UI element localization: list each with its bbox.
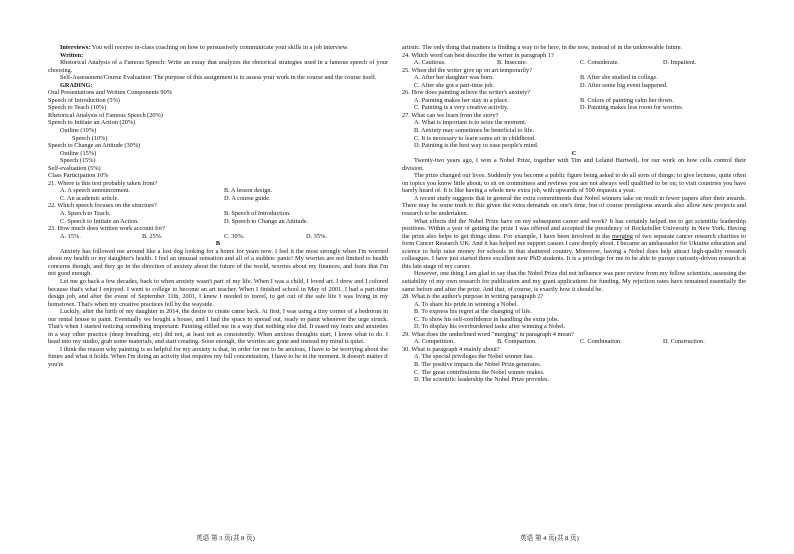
q30-option-a: A. The special privileges the Nobel winner has. <box>413 353 534 361</box>
q24-option-b: B. Insecure. <box>496 59 528 67</box>
q23-option-d: D. 35%. <box>305 232 327 240</box>
rhetorical-para: Rhetorical Analysis of a Famous Speech: Write an essay that analyzes the rhetorical strategies used in a famous speech of your choosing. <box>48 59 388 74</box>
q22-options-row-1 <box>48 210 388 218</box>
grading-item: Speech of Introduction (5%) <box>48 96 120 104</box>
q24-option-d: D. Impatient. <box>662 59 697 67</box>
passage-b-para-2: Let me go back a few decades, back to when anxiety wasn't part of my life. When I was a child, I loved art. I drew and I colored because that's what I enjoyed. I went to college to become an art teacher. When I finished school in May of 2001, I had a part-time design job, and after the event of September 11th, 2001, I knew I needed to travel, to get out of the safe life I was living in my hometown. That's when my creative practices fell by the wayside. <box>48 277 388 308</box>
q22-option-d: D. Speech to Change an Attitude. <box>223 217 309 225</box>
left-page <box>48 44 388 369</box>
question-29: 29. What does the underlined word "merging" in paragraph 4 mean? <box>402 330 574 338</box>
passage-c-para-4: What effects did the Nobel Prize have on my subsequent career and work? It has certainly helped me to get scientific leadership positions. Within a year of getting the prize I was offered and accepted the presidency of Rockefeller University in New York. Having the prize also helps to get things done. For example, I have been involved in the merging of two separate cancer research charities to form Cancer Research UK. And it has helped me support causes I care deeply about. I became an ambassador for Ukraine education and science to help raise money for schools in that shattered country. Moreover, having a Nobel does help attract high-quality research colleagues. I have just started three excellent new PhD students. It is a privilege for me to be able to pursue curiosity-driven research at this late stage of my career. <box>402 217 746 270</box>
q21-option-c: C. An academic article. <box>59 194 119 202</box>
question-26: 26. How does painting relieve the writer's anxiety? <box>402 89 531 97</box>
q24-options-row <box>402 59 746 67</box>
q22-options-row-2 <box>48 218 388 226</box>
q29-option-c: C. Combination. <box>579 338 622 346</box>
section-b-heading: B <box>215 240 221 248</box>
q26-option-d: D. Painting makes less room for worries. <box>579 104 684 112</box>
q25-options-row-1 <box>402 74 746 82</box>
grading-item: Self-evaluation (5%) <box>48 164 101 172</box>
grading-item: Oral Presentations and Written Components 90% <box>48 89 172 97</box>
passage-b-para-1: Anxiety has followed me around like a lost dog looking for a home for years now. I feel it the most strongly when I'm worried about my health or my daughter's health. I feel an unusual sensation and all of a sudden: panic! My worries are not limited to health concerns though, and they go in the direction of anxiety about the future of the world, worries about my finances, and fears that I'm not good enough. <box>48 247 388 278</box>
passage-c-para-1: Twenty-two years ago, I won a Nobel Prize, together with Tim and Leland Hartwell, for our work on how cells control their division. <box>402 157 746 172</box>
q27-option-c: C. It is necessary to learn some art in childhood. <box>413 134 536 142</box>
q28-option-b: B. To express his regret at the changing of life. <box>413 308 532 316</box>
interviews-para: Interviews: You will receive in-class coaching on how to persuasively communicate your skills in a job interview. <box>59 44 349 51</box>
grading-item: Outline (15%) <box>59 149 97 157</box>
q23-option-b: B. 25%. <box>141 232 163 240</box>
question-27: 27. What can we learn from the story? <box>402 111 499 119</box>
grading-item: Rhetorical Analysis of Famous Speech (20%) <box>48 111 163 119</box>
q25-option-d: D. After some big event happened. <box>579 81 668 89</box>
question-25: 25. When did the writer give up on art temporarily? <box>402 66 532 74</box>
grading-item: Class Participation 10% <box>48 172 109 180</box>
q22-option-c: C. Speech to Initiate an Action. <box>59 217 139 225</box>
q25-option-b: B. After she studied in college. <box>579 74 658 82</box>
passage-c-para-3: A recent study suggests that in general the extra commitments that Nobel winners take on result in fewer papers after their awards. There may be some truth to this given the extra demands on one's time, but of course prestigious awards also allow new projects and research to be undertaken. <box>402 194 746 218</box>
question-21: 21. Where is this text probably taken from? <box>48 179 158 187</box>
q24-option-c: C. Considerate. <box>579 59 619 67</box>
q30-option-c: C. The great contributions the Nobel winner makes. <box>413 368 545 376</box>
q29-option-b: B. Comparison. <box>496 338 537 346</box>
q22-option-b: B. Speech of Introduction. <box>223 210 291 218</box>
q27-option-a: A. What is important is to seize the moment. <box>413 119 527 127</box>
question-23: 23. How much does written work account for? <box>48 225 166 233</box>
underlined-word-merging: merging <box>612 232 633 240</box>
q21-option-b: B. A lesson design. <box>223 187 273 195</box>
q25-options-row-2 <box>402 82 746 90</box>
q29-option-a: A. Competition. <box>413 338 455 346</box>
passage-b-para-3: Luckily, after the birth of my daughter in 2014, the desire to create came back. At first, I was using a tiny corner of a bedroom in our rental house to paint. Eventually we bought a house, and I had the space to spread out, ready to paint whenever the urge struck. That's when I started noticing something important: Painting stilled me in a way that nothing else did. It eased my fears and anxieties in a way other practice (deep breathing, etc) did not, at least not as consistently. When anxious thoughts start, I know what to do. I head into my studio, grab some materials, and start creating. Soon enough, the worries are gone and instead my mind is quiet. <box>48 308 388 346</box>
q28-option-a: A. To share his pride in winning a Nobel. <box>413 300 518 308</box>
grading-item: Speech to Change an Attitude (30%) <box>48 142 141 150</box>
q26-option-a: A. Painting makes her stay in a place. <box>413 96 509 104</box>
q27-option-d: D. Painting is the best way to ease people's mind. <box>413 142 539 150</box>
interviews-heading: Interviews: <box>59 44 91 51</box>
footer-page-3: 英语 第 3 页(共 8 页) <box>196 535 255 542</box>
q29-options-row <box>402 338 746 346</box>
passage-b-para-4: I think the reason why painting is so helpful for my anxiety is that, in order for me to be anxious, I have to be worrying about the future and what it holds. When I'm doing an activity that requires my full concentration, I have to be in the moment. It doesn't matter if you're <box>48 345 388 368</box>
grading-item: Speech (15%) <box>59 157 96 165</box>
q30-option-d: D. The scientific leadership the Nobel Prize provides. <box>413 376 550 384</box>
q26-options-row-2 <box>402 104 746 112</box>
footer-page-4: 英语 第 4 页(共 8 页) <box>520 535 579 542</box>
written-heading: Written: <box>59 51 84 59</box>
q26-option-c: C. Painting is a very creative activity. <box>413 104 509 112</box>
q25-option-a: A. After her daughter was born. <box>413 74 494 82</box>
q27-option-b: B. Anxiety may sometimes be beneficial to life. <box>413 127 535 135</box>
section-c-heading: C <box>571 149 577 157</box>
q23-option-a: A. 15%. <box>59 232 81 240</box>
q26-option-b: B. Colors of painting calm her down. <box>579 96 674 104</box>
grading-list <box>48 89 388 180</box>
grading-item: Outline (10%) <box>59 127 97 135</box>
question-30: 30. What is paragraph 4 mainly about? <box>402 345 500 353</box>
grading-heading: GRADING: <box>59 81 93 89</box>
question-22: 22. Which speech focuses on the structure? <box>48 202 157 210</box>
q26-options-row-1 <box>402 97 746 105</box>
q23-option-c: C. 30%. <box>223 232 245 240</box>
q21-options-row-2 <box>48 195 388 203</box>
q28-option-d: D. To display his overburdened tasks after winning a Nobel. <box>413 323 566 331</box>
q24-option-a: A. Cautious. <box>413 59 446 67</box>
question-24: 24. Which word can best describe the writer in paragraph 1? <box>402 51 554 59</box>
q28-option-c: C. To show his self-confidence in handling the extra jobs. <box>413 315 560 323</box>
grading-item: Speech to Initiate an Action (20%) <box>48 119 136 127</box>
q29-option-d: D. Construction. <box>662 338 705 346</box>
q23-options-row <box>48 233 388 241</box>
q22-option-a: A. Speech to Teach. <box>59 210 111 218</box>
self-assessment-para: Self-Assessment/Course Evaluation: The purpose of this assignment is to assess your work in the course and the course itself. <box>59 74 377 82</box>
passage-c-para-2: The prize changed our lives. Suddenly you become a public figure being asked to do all sorts of things: to give lectures, quite often on topics you know little about; to sit on committees and reviews you are not always well qualified to be on; to visit countries you have barely heard of. It is like having a whole new extra job, with upwards of 500 requests a year. <box>402 172 746 195</box>
grading-item: Speech (10%) <box>71 134 108 142</box>
question-28: 28. What is the author's purpose in writing paragraph 2? <box>402 293 544 301</box>
q21-options-row-1 <box>48 187 388 195</box>
right-page <box>402 44 746 384</box>
q21-option-d: D. A course guide. <box>223 194 271 202</box>
passage-c-para-5: However, one thing I am glad to say that the Nobel Prize did not influence was peer review from my fellow scientists, assessing the suitability of my own research for publication and my grant applications for funding. My rejection rates have remained essentially the same before and after the prize. And that, of course, is exactly how it should be. <box>402 270 746 293</box>
grading-item: Speech to Teach (10%) <box>48 104 107 112</box>
q25-option-c: C. After she got a part-time job. <box>413 81 495 89</box>
passage-b-continued: artistic. The only thing that matters is finding a way to be here, in the now, instead of in the unknowable future. <box>402 44 683 51</box>
q21-option-a: A. A speech announcement. <box>59 187 131 195</box>
q30-option-b: B. The positive impacts the Nobel Prize generates. <box>413 360 542 368</box>
